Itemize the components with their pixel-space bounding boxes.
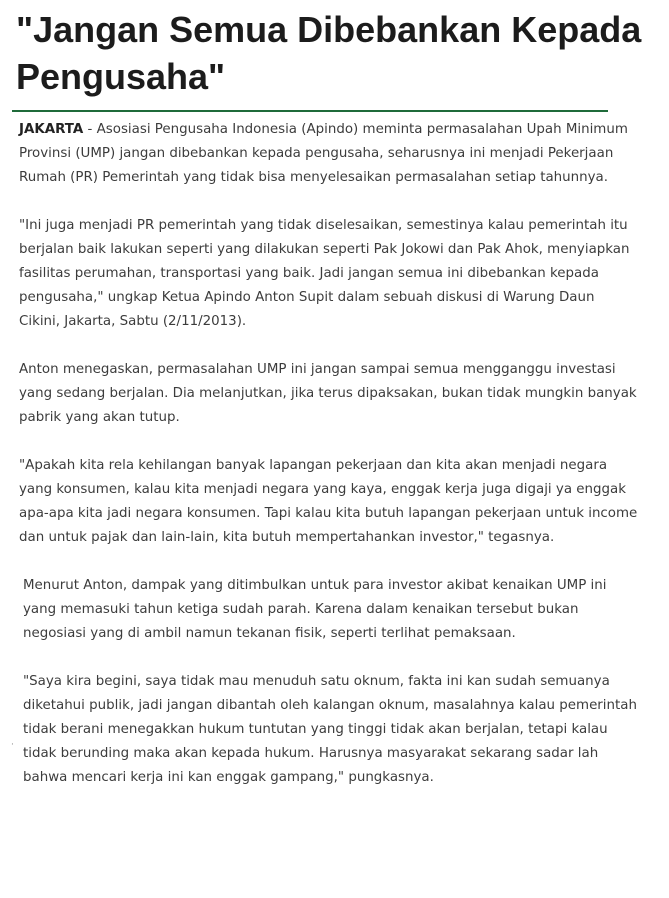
article-paragraph-6: "Saya kira begini, saya tidak mau menuduh satu oknum, fakta ini kan sudah semuanya diketahui publik, jadi jangan dibantah oleh kalangan oknum, masalahnya kalau pemerintah tidak berani menegakkan hukum tuntutan yang tinggi tidak akan berjalan, tetapi kalau tidak berunding maka akan kepada hukum. Harusnya masyarakat sekarang sadar lah bahwa mencari kerja ini kan enggak gampang," pungkasnya. — [23, 674, 637, 785]
dateline-separator: - — [83, 122, 97, 137]
dateline: JAKARTA — [19, 122, 84, 137]
article-paragraph-4: "Apakah kita rela kehilangan banyak lapangan pekerjaan dan kita akan menjadi negara yang konsumen, kalau kita menjadi negara yang kaya, enggak kerja juga digaji ya enggak apa-apa kita jadi negara konsumen. Tapi kalau kita butuh lapangan pekerjaan untuk income dan untuk pajak dan lain-lain, kita butuh mempertahankan investor," tegasnya. — [19, 458, 638, 545]
title-divider — [12, 110, 608, 112]
article-paragraph-1 — [19, 118, 639, 190]
stray-mark: · — [11, 740, 14, 750]
article-title: "Jangan Semua Dibebankan Kepada Pengusaha" — [16, 9, 642, 97]
paragraph-text: Asosiasi Pengusaha Indonesia (Apindo) meminta permasalahan Upah Minimum Provinsi (UMP) jangan dibebankan kepada pengusaha, seharusnya ini menjadi Pekerjaan Rumah (PR) Pemerintah yang tidak bisa menyelesaikan permasalahan setiap tahunnya. — [19, 122, 628, 185]
article-body — [19, 118, 639, 814]
article-paragraph-2: "Ini juga menjadi PR pemerintah yang tidak diselesaikan, semestinya kalau pemerintah itu berjalan baik lakukan seperti yang dilakukan seperti Pak Jokowi dan Pak Ahok, menyiapkan fasilitas perumahan, transportasi yang baik. Jadi jangan semua ini dibebankan kepada pengusaha," ungkap Ketua Apindo Anton Supit dalam sebuah diskusi di Warung Daun Cikini, Jakarta, Sabtu (2/11/2013). — [19, 218, 630, 329]
article-paragraph-5: Menurut Anton, dampak yang ditimbulkan untuk para investor akibat kenaikan UMP ini yang memasuki tahun ketiga sudah parah. Karena dalam kenaikan tersebut bukan negosiasi yang di ambil namun tekanan fisik, seperti terlihat pemaksaan. — [23, 578, 607, 641]
article-paragraph-3: Anton menegaskan, permasalahan UMP ini jangan sampai semua mengganggu investasi yang sedang berjalan. Dia melanjutkan, jika terus dipaksakan, bukan tidak mungkin banyak pabrik yang akan tutup. — [19, 362, 637, 425]
